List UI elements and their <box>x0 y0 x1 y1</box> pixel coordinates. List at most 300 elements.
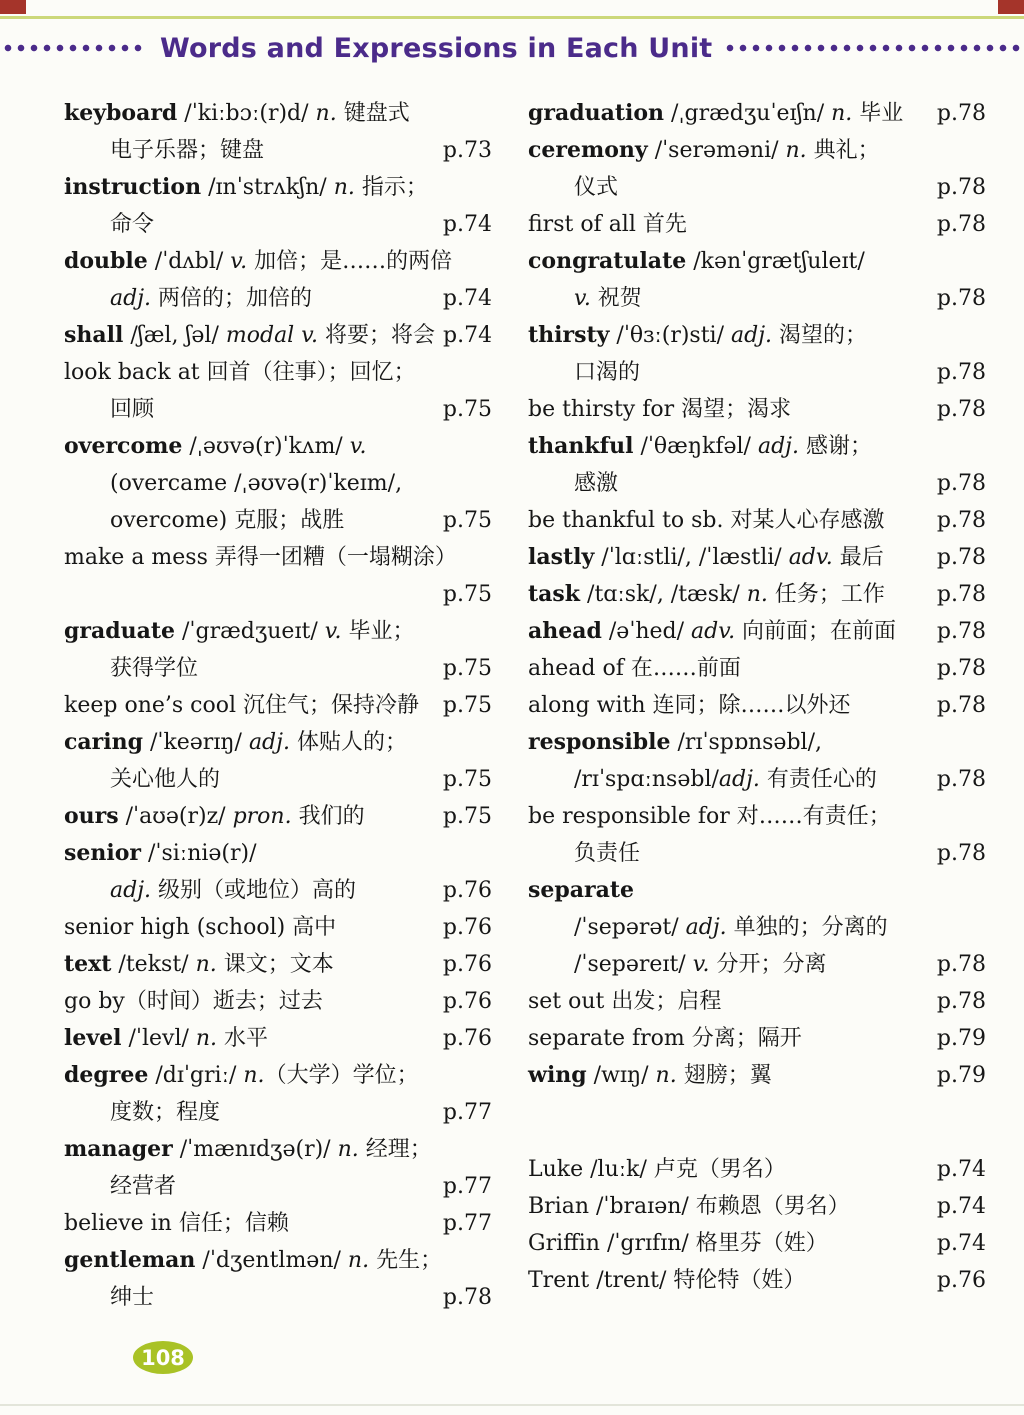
entry-segment: 获得学位 <box>110 656 199 681</box>
page-ref: p.75 <box>442 656 492 681</box>
entry-segment: be thankful to sb. 对某人心存感激 <box>528 508 885 533</box>
entry-text <box>528 613 896 650</box>
entry-segment: 两倍的；加倍的 <box>151 286 313 311</box>
headword: task <box>528 581 581 607</box>
headword: thirsty <box>528 322 610 348</box>
entry-segment: 单独的；分离的 <box>726 915 888 940</box>
entry-line <box>528 354 986 391</box>
vocab-list <box>64 95 986 1316</box>
entry-segment: 口渴的 <box>574 360 641 385</box>
vocab-entry <box>528 983 986 1020</box>
entry-text <box>64 317 435 354</box>
page-ref: p.78 <box>936 397 986 422</box>
entry-text <box>64 687 419 724</box>
page-ref: p.74 <box>442 212 492 237</box>
entry-line <box>528 317 986 354</box>
entry-segment: 度数；程度 <box>110 1100 221 1125</box>
pos-label: n. <box>655 1063 677 1088</box>
entry-segment: /ˈaʊə(r)z/ <box>118 804 233 829</box>
headword: congratulate <box>528 248 687 274</box>
entry-segment: 负责任 <box>574 841 641 866</box>
entry-line <box>528 428 986 465</box>
entry-segment: 体贴人的； <box>289 730 407 755</box>
entry-segment: 任务；工作 <box>767 582 885 607</box>
entry-text <box>110 1279 154 1316</box>
entry-segment: /ˈdʌbl/ <box>147 249 231 274</box>
entry-line <box>64 465 492 502</box>
page-ref: p.78 <box>936 619 986 644</box>
entry-line <box>64 428 492 465</box>
page-ref: p.75 <box>442 397 492 422</box>
vocab-entry <box>64 1020 492 1057</box>
vocab-entry <box>64 687 492 724</box>
page-ref: p.78 <box>936 952 986 977</box>
entry-text <box>574 465 618 502</box>
page-header <box>0 30 1024 66</box>
page-ref: p.78 <box>936 693 986 718</box>
entry-line <box>528 391 986 428</box>
page-ref: p.78 <box>936 841 986 866</box>
vocab-entry <box>64 1205 492 1242</box>
entry-line <box>528 835 986 872</box>
entry-line <box>64 835 492 872</box>
headword: keyboard <box>64 100 178 126</box>
entry-text <box>528 576 885 613</box>
entry-segment: /ɪnˈstrʌkʃn/ <box>201 175 334 200</box>
entry-text <box>110 280 312 317</box>
entry-line <box>64 798 492 835</box>
headword: lastly <box>528 544 595 570</box>
entry-text <box>64 539 457 576</box>
entry-text <box>528 95 903 132</box>
entry-text <box>528 872 634 909</box>
entry-text <box>64 354 416 391</box>
pos-label: v. <box>324 619 342 644</box>
vocab-entry <box>64 724 492 798</box>
entry-line <box>64 243 492 280</box>
corner-mark-right <box>998 0 1024 14</box>
pos-label: n. <box>195 952 217 977</box>
entry-line <box>64 391 492 428</box>
entry-segment: （大学）学位； <box>264 1063 419 1088</box>
headword: instruction <box>64 174 202 200</box>
entry-line <box>64 206 492 243</box>
entry-segment: 我们的 <box>291 804 365 829</box>
vocab-entry <box>64 317 492 354</box>
vocab-entry <box>528 650 986 687</box>
entry-segment: 感激 <box>574 471 619 496</box>
entry-line <box>528 576 986 613</box>
entry-segment: 祝贺 <box>590 286 642 311</box>
page-ref: p.78 <box>936 101 986 126</box>
page-ref: p.78 <box>936 989 986 1014</box>
entry-line <box>64 650 492 687</box>
pos-label: adj. <box>685 915 727 940</box>
entry-text <box>64 835 257 872</box>
entry-text <box>528 132 880 169</box>
entry-segment: overcome) 克服；战胜 <box>110 508 345 533</box>
vocab-entry <box>528 132 986 206</box>
entry-segment: 经理； <box>358 1137 432 1162</box>
entry-text <box>528 1225 828 1262</box>
entry-segment: /ˈserəməni/ <box>647 138 786 163</box>
headword: shall <box>64 322 124 348</box>
entry-segment: 典礼； <box>806 138 880 163</box>
entry-segment: /ˈsiːniə(r)/ <box>141 841 257 866</box>
entry-segment: 毕业 <box>852 101 904 126</box>
entry-text <box>64 1131 432 1168</box>
entry-text <box>528 1188 850 1225</box>
pos-label: n. <box>337 1137 359 1162</box>
page-ref: p.74 <box>443 323 493 348</box>
entry-line <box>528 761 986 798</box>
entry-segment: 课文；文本 <box>216 952 334 977</box>
entry-segment: (overcame /ˌəʊvə(r)ˈkeɪm/, <box>110 471 403 496</box>
header-dots-left <box>4 44 146 52</box>
pos-label: pron. <box>232 804 292 829</box>
headword: level <box>64 1025 122 1051</box>
bottom-border-line <box>0 1404 1024 1406</box>
vocab-entry <box>64 1242 492 1316</box>
pos-label: n. <box>195 1026 218 1051</box>
page-ref: p.76 <box>442 989 492 1014</box>
entry-text <box>528 798 891 835</box>
entry-text <box>574 909 888 946</box>
entry-text <box>64 1020 268 1057</box>
entry-line <box>528 1188 986 1225</box>
entry-line <box>64 687 492 724</box>
entry-segment: /rɪˈspɒnsəbl/, <box>670 730 822 755</box>
header-dots-right <box>726 44 1020 52</box>
entry-segment: separate from 分离；隔开 <box>528 1026 802 1051</box>
entry-text <box>64 1057 419 1094</box>
top-border-line <box>0 16 1024 19</box>
entry-line <box>64 1205 492 1242</box>
headword: graduation <box>528 100 665 126</box>
pos-label: n. <box>315 101 337 126</box>
entry-line <box>64 502 492 539</box>
entry-line <box>528 132 986 169</box>
vocab-entry <box>64 243 492 317</box>
entry-text <box>528 1020 802 1057</box>
entry-segment: /tɑːsk/, /tæsk/ <box>580 582 747 607</box>
entry-line <box>64 169 492 206</box>
entry-text <box>64 95 410 132</box>
entry-segment: 键盘式 <box>336 101 410 126</box>
entry-segment: 有责任心的 <box>759 767 877 792</box>
entry-line <box>528 539 986 576</box>
vocab-entry <box>528 724 986 798</box>
entry-line <box>528 465 986 502</box>
entry-text <box>528 724 822 761</box>
entry-segment: 经营者 <box>110 1174 177 1199</box>
entry-segment: /dɪˈgriː/ <box>148 1063 244 1088</box>
entry-text <box>64 243 452 280</box>
entry-segment: 水平 <box>217 1026 269 1051</box>
entry-line <box>64 946 492 983</box>
page-ref: p.77 <box>442 1174 492 1199</box>
entry-segment: keep one’s cool 沉住气；保持冷静 <box>64 693 419 718</box>
entry-segment: go by（时间）逝去；过去 <box>64 989 323 1014</box>
entry-line <box>64 872 492 909</box>
entry-segment: 感谢； <box>798 434 872 459</box>
vocab-column-right <box>528 95 986 1316</box>
page-ref: p.76 <box>442 878 492 903</box>
entry-line <box>64 317 492 354</box>
page-ref: p.75 <box>442 508 492 533</box>
vocab-entry <box>528 502 986 539</box>
vocab-entry <box>528 95 986 132</box>
pos-label: n. <box>347 1248 370 1273</box>
headword: senior <box>64 840 141 866</box>
entry-text <box>528 502 885 539</box>
entry-line <box>528 650 986 687</box>
entry-segment: senior high (school) 高中 <box>64 915 337 940</box>
entry-segment: 先生； <box>369 1248 443 1273</box>
headword: double <box>64 248 148 274</box>
entry-text <box>528 206 687 243</box>
entry-text <box>110 206 154 243</box>
entry-line <box>64 761 492 798</box>
vocab-entry <box>528 1020 986 1057</box>
page-title: Words and Expressions in Each Unit <box>160 32 713 64</box>
pos-label: n. <box>243 1063 265 1088</box>
entry-text <box>64 946 334 983</box>
entry-segment: /wɪŋ/ <box>586 1063 656 1088</box>
entry-text <box>574 280 642 317</box>
pos-label: adj. <box>731 323 773 348</box>
entry-text <box>64 428 367 465</box>
entry-text <box>528 428 872 465</box>
headword: ahead <box>528 618 602 644</box>
pos-label: n. <box>746 582 768 607</box>
entry-text <box>110 502 344 539</box>
page-number-badge: 108 <box>133 1341 193 1374</box>
entry-line <box>528 1057 986 1094</box>
entry-text <box>64 798 365 835</box>
vocab-entry <box>528 317 986 391</box>
vocab-entry <box>64 539 492 613</box>
page-ref: p.78 <box>936 360 986 385</box>
entry-line <box>528 983 986 1020</box>
headword: graduate <box>64 618 176 644</box>
vocab-entry <box>64 169 492 243</box>
page-ref: p.74 <box>936 1231 986 1256</box>
entry-text <box>528 1151 786 1188</box>
page-ref: p.79 <box>936 1026 986 1051</box>
pos-label: adv. <box>788 545 833 570</box>
entry-line <box>64 1020 492 1057</box>
entry-text <box>110 465 402 502</box>
entry-segment: be thirsty for 渴望；渴求 <box>528 397 792 422</box>
entry-segment: along with 连同；除……以外还 <box>528 693 851 718</box>
vocab-entry <box>528 1262 986 1299</box>
page-ref: p.75 <box>442 767 492 792</box>
vocab-entry <box>64 95 492 169</box>
entry-segment: 绅士 <box>110 1285 155 1310</box>
entry-line <box>64 1168 492 1205</box>
pos-label: adj. <box>718 767 760 792</box>
entry-segment: /kənˈgrætʃuleɪt/ <box>686 249 865 274</box>
entry-line <box>528 206 986 243</box>
entry-line <box>64 724 492 761</box>
entry-line <box>528 724 986 761</box>
entry-segment: /ˈdʒentlmən/ <box>195 1248 348 1273</box>
pos-label: adv. <box>691 619 736 644</box>
entry-segment: /ˌgrædʒuˈeɪʃn/ <box>664 101 832 126</box>
entry-text <box>528 391 791 428</box>
entry-segment: 命令 <box>110 212 155 237</box>
vocab-entry <box>64 1057 492 1131</box>
entry-segment: ahead of 在……前面 <box>528 656 741 681</box>
entry-segment: Griffin /ˈgrɪfɪn/ 格里芬（姓） <box>528 1231 828 1256</box>
entry-segment: /rɪˈspɑːnsəbl/ <box>574 767 719 792</box>
entry-segment: be responsible for 对……有责任； <box>528 804 891 829</box>
entry-text <box>528 317 867 354</box>
vocab-entry <box>64 1131 492 1205</box>
entry-segment: Trent /trent/ 特伦特（姓） <box>528 1268 806 1293</box>
entry-text <box>110 1094 220 1131</box>
vocab-entry <box>64 613 492 687</box>
pos-label: v. <box>349 434 367 459</box>
entry-line <box>64 132 492 169</box>
entry-segment: make a mess 弄得一团糟（一塌糊涂） <box>64 545 457 570</box>
entry-segment: look back at 回首（往事）；回忆； <box>64 360 416 385</box>
entry-segment: 仪式 <box>574 175 619 200</box>
entry-line <box>528 280 986 317</box>
pos-label: v. <box>574 286 591 311</box>
entry-line <box>528 909 986 946</box>
page-ref: p.74 <box>936 1157 986 1182</box>
entry-text <box>574 354 640 391</box>
pos-label: adj. <box>248 730 290 755</box>
entry-line <box>528 243 986 280</box>
entry-line <box>528 1020 986 1057</box>
entry-text <box>574 761 877 798</box>
vocab-entry <box>64 946 492 983</box>
entry-segment: /ˈgrædʒueɪt/ <box>175 619 325 644</box>
vocab-entry <box>528 1188 986 1225</box>
headword: wing <box>528 1062 587 1088</box>
entry-text <box>528 539 884 576</box>
entry-segment: /əˈhed/ <box>601 619 692 644</box>
entry-line <box>64 576 492 613</box>
entry-segment: /ˈkeərɪŋ/ <box>142 730 249 755</box>
entry-segment: 关心他人的 <box>110 767 221 792</box>
corner-mark-left <box>0 0 26 14</box>
entry-segment: 渴望的； <box>772 323 868 348</box>
pos-label: n. <box>785 138 807 163</box>
page-ref: p.74 <box>442 286 492 311</box>
vocab-entry <box>528 206 986 243</box>
entry-text <box>528 650 741 687</box>
page-ref: p.79 <box>936 1063 986 1088</box>
entry-segment: 向前面；在前面 <box>735 619 897 644</box>
page-ref: p.78 <box>936 286 986 311</box>
pos-label: n. <box>333 175 355 200</box>
entry-text <box>528 687 851 724</box>
entry-segment: 指示； <box>354 175 428 200</box>
headword: caring <box>64 729 143 755</box>
entry-text <box>64 909 336 946</box>
page-ref: p.78 <box>936 471 986 496</box>
entry-line <box>64 1242 492 1279</box>
page-ref: p.78 <box>936 656 986 681</box>
entry-segment: /ˈsepərət/ <box>574 915 686 940</box>
vocab-entry <box>528 798 986 872</box>
entry-line <box>64 280 492 317</box>
entry-line <box>528 798 986 835</box>
page-ref: p.77 <box>442 1211 492 1236</box>
entry-line <box>64 613 492 650</box>
entry-line <box>64 1094 492 1131</box>
headword: degree <box>64 1062 149 1088</box>
page-ref: p.76 <box>442 915 492 940</box>
entry-text <box>110 650 198 687</box>
entry-segment: /ˈlevl/ <box>121 1026 196 1051</box>
entry-line <box>528 1225 986 1262</box>
pos-label: adj. <box>110 286 152 311</box>
entry-segment: set out 出发；启程 <box>528 989 722 1014</box>
entry-line <box>64 1131 492 1168</box>
headword: text <box>64 951 112 977</box>
pos-label: adj. <box>110 878 152 903</box>
entry-text <box>64 983 323 1020</box>
page-ref: p.76 <box>442 952 492 977</box>
vocab-entry <box>64 428 492 539</box>
page-ref: p.78 <box>936 508 986 533</box>
page-ref: p.78 <box>936 582 986 607</box>
headword: responsible <box>528 729 671 755</box>
vocab-column-left <box>64 95 492 1316</box>
pos-label: adj. <box>757 434 799 459</box>
entry-segment: Luke /luːk/ 卢克（男名） <box>528 1157 786 1182</box>
headword: ours <box>64 803 119 829</box>
entry-line <box>528 95 986 132</box>
entry-segment: 毕业； <box>341 619 415 644</box>
vocab-entry <box>64 798 492 835</box>
headword: overcome <box>64 433 183 459</box>
page-ref: p.76 <box>442 1026 492 1051</box>
page-ref: p.76 <box>936 1268 986 1293</box>
vocab-entry <box>528 539 986 576</box>
entry-segment: 级别（或地位）高的 <box>151 878 357 903</box>
entry-segment: /ˈθɜː(r)sti/ <box>609 323 731 348</box>
pos-label: v. <box>230 249 248 274</box>
entry-text <box>64 1205 289 1242</box>
entry-text <box>64 613 415 650</box>
entry-segment: /ʃæl, ʃəl/ <box>123 323 226 348</box>
headword: ceremony <box>528 137 648 163</box>
vocab-entry <box>528 613 986 650</box>
vocab-entry <box>528 576 986 613</box>
pos-label: modal v. <box>225 323 319 348</box>
entry-segment: 电子乐器；键盘 <box>110 138 265 163</box>
entry-text <box>64 1242 442 1279</box>
vocab-entry <box>64 983 492 1020</box>
vocab-entry <box>528 1151 986 1188</box>
pos-label: n. <box>831 101 853 126</box>
entry-line <box>64 983 492 1020</box>
entry-segment: first of all 首先 <box>528 212 687 237</box>
entry-segment: /ˈθæŋkfəl/ <box>633 434 758 459</box>
entry-text <box>528 1057 772 1094</box>
entry-segment: 加倍；是……的两倍 <box>247 249 453 274</box>
entry-segment: 分开；分离 <box>709 952 827 977</box>
vocab-entry <box>528 1225 986 1262</box>
entry-line <box>528 613 986 650</box>
page-ref: p.75 <box>442 582 492 607</box>
